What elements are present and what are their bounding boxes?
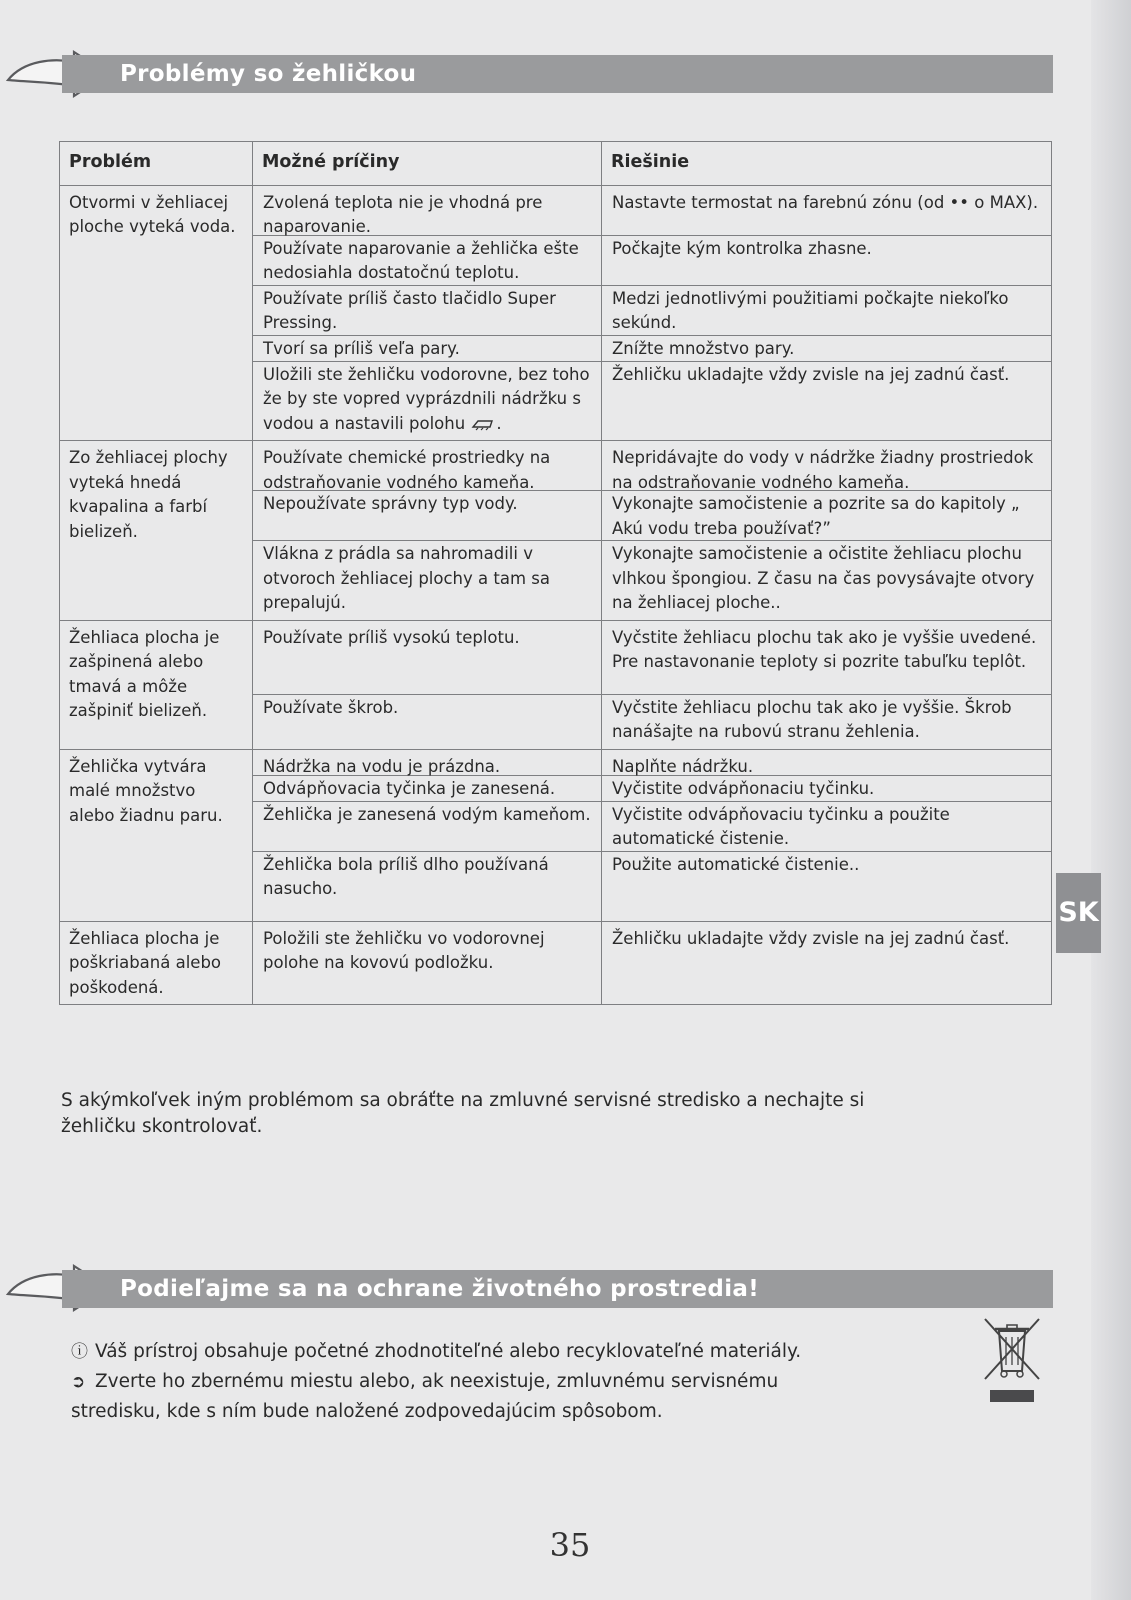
solution-item: Naplňte nádržku.	[612, 756, 754, 776]
cause-text: Uložili ste žehličku vodorovne, bez toho že by ste vopred vyprázdnili nádržku s vodou a nastavili polohu	[263, 364, 590, 433]
cause-item	[253, 335, 601, 361]
cause-item: Používate chemické prostriedky na odstraňovanie vodného kameňa.	[263, 448, 551, 492]
solution-item: Vykonajte samočistenie a pozrite sa do kapitoly „ Akú vodu treba používať?”	[602, 490, 1051, 540]
cause-item: Položili ste žehličku vo vodorovnej polohe na kovovú podložku.	[263, 928, 545, 972]
steam-symbol-icon	[470, 413, 496, 433]
language-tab: SK	[1056, 873, 1101, 953]
solutions-cell	[602, 749, 1052, 921]
causes-cell	[253, 921, 602, 1005]
problem-cell: Otvormi v žehliacej ploche vyteká voda.	[60, 185, 253, 441]
crossed-out-bin-icon	[977, 1313, 1047, 1385]
cause-item: Uložili ste žehličku vodorovne, bez toho že by ste vopred vyprázdnili nádržku s vodou a nastavili polohu .	[253, 361, 601, 441]
collection-line	[71, 1367, 971, 1397]
collection-text: Zverte ho zbernému miestu alebo, ak neexistuje, zmluvnému servisnému	[95, 1371, 779, 1392]
solution-item: Žehličku ukladajte vždy zvisle na jej zadnú časť.	[612, 928, 1010, 948]
cause-item: Nádržka na vodu je prázdna.	[263, 756, 501, 776]
arrow-bullet-icon: ➲	[71, 1372, 86, 1392]
solution-item: Vyčstite žehliacu plochu tak ako je vyššie. Škrob nanášajte na rubovú stranu žehlenia.	[602, 694, 1051, 749]
recycle-text: Váš prístroj obsahuje početné zhodnotiteľné alebo recyklovateľné materiály.	[95, 1341, 802, 1362]
solutions-cell	[602, 620, 1052, 749]
cause-item: Používate príliš vysokú teplotu.	[263, 627, 520, 647]
cause-item: Používate naparovanie a žehlička ešte nedosiahla dostatočnú teplotu.	[253, 235, 601, 285]
cause-item: Používate príliš často tlačidlo Super Pressing.	[253, 285, 601, 335]
solutions-cell	[602, 441, 1052, 621]
table-row	[60, 620, 1052, 749]
solution-item: Vyčistite odvápňovaciu tyčinku a použite automatické čistenie.	[602, 801, 1051, 851]
cause-item: Žehlička bola príliš dlho používaná nasucho.	[253, 851, 601, 921]
solutions-cell	[602, 921, 1052, 1005]
solutions-cell	[602, 185, 1052, 441]
cause-item: Zvolená teplota nie je vhodná pre naparovanie.	[263, 192, 543, 236]
solution-item: Vyčstite žehliacu plochu tak ako je vyššie uvedené. Pre nastavonanie teploty si pozrite tabuľku teplôt.	[612, 627, 1037, 671]
cause-item: Používate škrob.	[253, 694, 601, 725]
cause-text: Tvorí sa príliš veľa pary.	[263, 338, 460, 358]
solution-item: Žehličku ukladajte vždy zvisle na jej zadnú časť.	[602, 361, 1051, 392]
section-title: Problémy so žehličkou	[120, 61, 417, 87]
problem-cell: Žehlička vytvára malé množstvo alebo žiadnu paru.	[60, 749, 253, 921]
section-banner-problems	[62, 55, 1053, 93]
cause-item: Vlákna z prádla sa nahromadili v otvoroch žehliacej plochy a tam sa prepalujú.	[253, 540, 601, 620]
info-icon: ⓘ	[71, 1342, 88, 1362]
problem-cell: Zo žehliacej plochy vyteká hnedá kvapalina a farbí bielizeň.	[60, 441, 253, 621]
solution-item: Nepridávajte do vody v nádržke žiadny prostriedok na odstraňovanie vodného kameňa.	[612, 448, 1034, 492]
problem-cell: Žehliaca plocha je poškriabaná alebo poškodená.	[60, 921, 253, 1005]
causes-cell	[253, 749, 602, 921]
cause-item: Odvápňovacia tyčinka je zanesená.	[253, 775, 601, 801]
section-title: Podieľajme sa na ochrane životného prostredia!	[120, 1276, 759, 1302]
solution-item: Vykonajte samočistenie a očistite žehliacu plochu vlhkou špongiou. Z času na čas povysávajte otvory na žehliacej ploche..	[602, 540, 1051, 620]
table-row	[60, 921, 1052, 1005]
table-row	[60, 185, 1052, 441]
solution-item: Nastavte termostat na farebnú zónu (od •• o MAX).	[612, 192, 1039, 212]
header-solutions: Riešinie	[602, 142, 1052, 186]
cause-item: Nepoužívate správny typ vody.	[253, 490, 601, 540]
service-note: S akýmkoľvek iným problémom sa obráťte na zmluvné servisné stredisko a nechajte si žehličku skontrolovať.	[61, 1090, 865, 1137]
weee-bar	[990, 1390, 1034, 1402]
solution-item: Počkajte kým kontrolka zhasne.	[602, 235, 1051, 285]
page-edge-shadow	[1091, 0, 1131, 1600]
solution-item: Vyčistite odvápňonaciu tyčinku.	[602, 775, 1051, 801]
solution-item: Medzi jednotlivými použitiami počkajte niekoľko sekúnd.	[602, 285, 1051, 335]
causes-cell	[253, 185, 602, 441]
page-number: 35	[549, 1526, 591, 1564]
environment-text	[71, 1337, 971, 1426]
problem-cell: Žehliaca plocha je zašpinená alebo tmavá a môže zašpiniť bielizeň.	[60, 620, 253, 749]
solution-item: Použite automatické čistenie..	[602, 851, 1051, 921]
causes-cell	[253, 441, 602, 621]
collection-line-cont: stredisku, kde s ním bude naložené zodpovedajúcim spôsobom.	[71, 1401, 663, 1422]
table-row	[60, 749, 1052, 921]
section-banner-environment	[62, 1270, 1053, 1308]
recycle-line	[71, 1337, 971, 1367]
troubleshooting-table	[59, 141, 1052, 1005]
causes-cell	[253, 620, 602, 749]
header-problem: Problém	[60, 142, 253, 186]
cause-item: Žehlička je zanesená vodým kameňom.	[253, 801, 601, 851]
table-header-row	[60, 142, 1052, 186]
table-row	[60, 441, 1052, 621]
header-causes: Možné príčiny	[253, 142, 602, 186]
solution-item: Znížte množstvo pary.	[602, 335, 1051, 361]
